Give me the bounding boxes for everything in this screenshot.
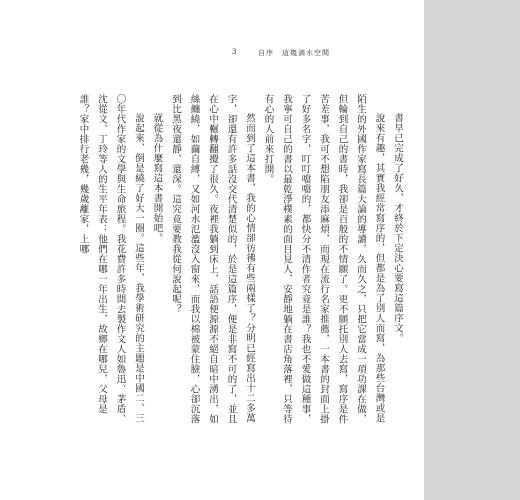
paragraph: 然而到了這本書，我的心情卻彷彿有些兩樣了？分明已經寫出十二多萬字，卻還有許多話沒交代清楚似的，於是這篇序，便是非寫不可的了，並且在心中輾轉翻攪了很久。夜裡我躺到床上，話語便源源不絕自暗中湧出，如絲纏繞，如繭自縛，又如河水氾濫沒入窗來，而我以棉被蒙住臉，心卻沉落到比黑夜還靜、還深。這究竟要教我從何說起呢？ xyxy=(170,94,255,424)
body-text xyxy=(77,94,406,424)
paragraph: 說來有趣，其實我經常寫序的，但都是為了別人而寫，為那些台灣或是陌生的外國作家寫長篇大論的導讀，久而久之，只把它當成一項功課在做，但輪到自己的書時，我卻是百般的不情願了。更不願托別人去寫，寫序是件苦差事，我可不想陷朋友添麻煩，而現在流行名家推薦，一本書的封面上掛了好多名字，叮叮噹噹的，都快分不清作者究竟是誰？我也不愛做這種事，我寧可自己的書以最乾淨樸素的面目見人，安靜地躺在書店角落裡，只等待有心的人前來打開。 xyxy=(262,94,385,424)
paragraph: 說起來，倒是繞了好大一圈。這些年，我學術研究的主題是中國二、三〇年代作家的文學與生命旅程。我花費許多時間去製作文人如魯迅、茅盾、沈從文、丁玲等人的生平年表：他們在哪一年出生，故鄉在哪兒，父母是誰？家中排行老幾，幾歲離家，上哪 xyxy=(77,94,144,424)
side-panel xyxy=(424,0,520,500)
book-page xyxy=(77,34,420,454)
page-number: 3 xyxy=(232,48,237,56)
paragraph: 書早已完成了好久，才終於下定決心要寫這篇序文。 xyxy=(392,113,403,343)
paragraph: 就從為什麼寫這本書開始吧。 xyxy=(151,113,163,243)
page-header xyxy=(140,48,380,60)
running-title: 自序 這幾滴水空間 xyxy=(258,49,330,57)
